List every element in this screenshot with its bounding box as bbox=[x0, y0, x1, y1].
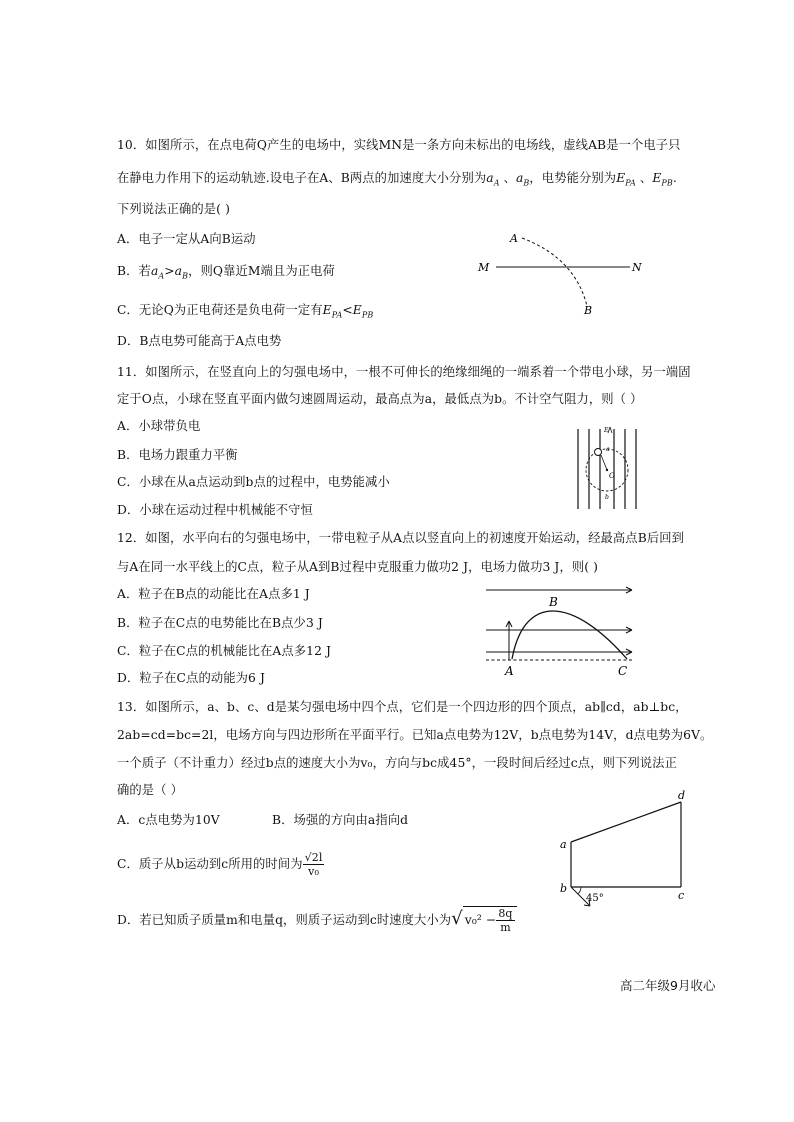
q11-label-e: E bbox=[604, 427, 609, 434]
q13-stem-line1: 13．如图所示，a、b、c、d是某匀强电场中四个点，它们是一个四边形的四个顶点，ab∥cd，ab⊥bc， bbox=[117, 700, 688, 714]
q13-label-b: b bbox=[560, 882, 568, 895]
q10-label-b: B bbox=[584, 304, 593, 317]
q13-stem-line4: 确的是（ ） bbox=[117, 783, 183, 797]
q12-stem-line2: 与A在同一水平线上的C点，粒子从A到B过程中克服重力做功2 J，电场力做功3 J，则( ) bbox=[117, 560, 599, 574]
q10-stem-line2: 在静电力作用下的运动轨迹.设电子在A、B两点的加速度大小分别为$a_A$ 、$a_B$，电势能分别为$E_{PA}$ 、$E_{PB}$. bbox=[117, 171, 677, 188]
q12-figure bbox=[482, 584, 638, 680]
q10-option-d: D．B点电势可能高于A点电势 bbox=[117, 334, 282, 348]
q13-label-c: c bbox=[678, 889, 685, 902]
q10-label-a: A bbox=[510, 232, 518, 245]
q13-option-a: A．c点电势为10V bbox=[117, 813, 220, 827]
q10-stem-line3: 下列说法正确的是( ) bbox=[117, 202, 230, 216]
q10-option-b: B．若$a_A>a_B$，则Q靠近M端且为正电荷 bbox=[117, 264, 335, 281]
q13-figure bbox=[556, 786, 696, 908]
q11-option-a: A．小球带负电 bbox=[117, 419, 201, 433]
q13-label-d: d bbox=[678, 789, 686, 802]
q12-option-c: C．粒子在C点的机械能比在A点多12 J bbox=[117, 644, 332, 658]
q11-figure bbox=[570, 425, 642, 511]
q11-label-a: a bbox=[606, 446, 610, 453]
q10-label-n: N bbox=[632, 261, 642, 274]
q12-stem-line1: 12．如图，水平向右的匀强电场中，一带电粒子从A点以竖直向上的初速度开始运动，经最高点B后回到 bbox=[117, 531, 685, 545]
q12-label-a: A bbox=[505, 664, 514, 678]
q12-option-a: A．粒子在B点的动能比在A点多1 J bbox=[117, 587, 310, 601]
q10-figure bbox=[470, 228, 660, 320]
q11-option-b: B．电场力跟重力平衡 bbox=[117, 448, 238, 462]
q11-stem-line2: 定于O点，小球在竖直平面内做匀速圆周运动，最高点为a，最低点为b。不计空气阻力，则（ ） bbox=[117, 392, 643, 406]
q11-option-c: C．小球在从a点运动到b点的过程中，电势能减小 bbox=[117, 475, 390, 489]
q12-label-c: C bbox=[618, 664, 628, 678]
q10-stem-line1: 10．如图所示，在点电荷Q产生的电场中，实线MN是一条方向未标出的电场线，虚线AB是一个电子只 bbox=[117, 138, 681, 152]
q13-label-a: a bbox=[560, 838, 567, 851]
q12-option-d: D．粒子在C点的动能为6 J bbox=[117, 671, 266, 685]
q13-angle-label: 45° bbox=[586, 893, 604, 904]
q12-option-b: B．粒子在C点的电势能比在B点少3 J bbox=[117, 616, 323, 630]
q13-option-b: B．场强的方向由a指向d bbox=[272, 813, 409, 827]
q13-stem-line3: 一个质子（不计重力）经过b点的速度大小为v₀，方向与bc成45°，一段时间后经过c点，则下列说法正 bbox=[117, 756, 677, 770]
q10-option-c: C．无论Q为正电荷还是负电荷一定有$E_{PA}<E_{PB}$ bbox=[117, 303, 374, 320]
q11-label-o: O bbox=[609, 472, 615, 480]
q10-option-a: A．电子一定从A向B运动 bbox=[117, 232, 256, 246]
q11-label-b: b bbox=[605, 494, 609, 501]
q10-label-m: M bbox=[478, 261, 490, 274]
q12-label-b: B bbox=[549, 595, 558, 609]
q11-option-d: D．小球在运动过程中机械能不守恒 bbox=[117, 503, 313, 517]
q13-option-d: D．若已知质子质量m和电量q，则质子运动到c时速度大小为√ v₀² − $\frac{8q}{m}$ bbox=[117, 899, 517, 940]
q13-stem-line2: 2ab=cd=bc=2l，电场方向与四边形所在平面平行。已知a点电势为12V，b点电势为14V，d点电势为6V。 bbox=[117, 728, 713, 742]
q13-option-c: C．质子从b运动到c所用的时间为 $\frac{√2l}{\text{v₀}}$ bbox=[117, 851, 323, 878]
q11-stem-line1: 11．如图所示，在竖直向上的匀强电场中，一根不可伸长的绝缘细绳的一端系着一个带电小球，另一端固 bbox=[117, 365, 691, 379]
page-footer: 高二年级9月收心 bbox=[620, 978, 716, 993]
